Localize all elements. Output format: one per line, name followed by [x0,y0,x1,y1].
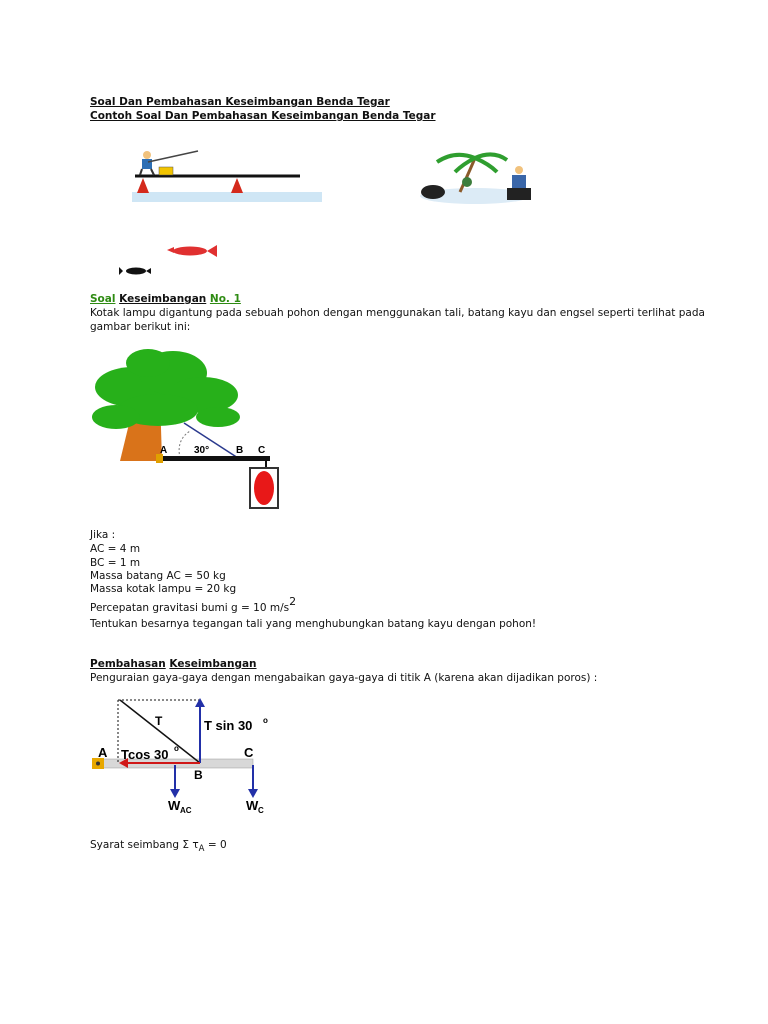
fd-label-c: C [244,745,254,760]
cond-subscript: A [198,844,205,854]
page-title: Soal Dan Pembahasan Keseimbangan Benda Tegar [90,96,390,108]
cond-text: Syarat seimbang Σ τ [90,839,199,851]
fd-label-wac-sub: AC [180,806,192,815]
heading-number: No. 1 [209,293,241,305]
gravity-exponent: 2 [289,595,297,608]
fd-label-wc-sub: C [258,806,264,815]
heading-soal: Soal [90,293,116,305]
given-label: Jika : [90,529,116,541]
fig-label-b: B [236,445,244,456]
given-gravity [90,595,297,615]
force-diagram [88,695,288,820]
heading-topic[interactable]: Keseimbangan [119,293,207,305]
gravity-text: Percepatan gravitasi bumi g = 10 m/s [90,602,290,614]
fd-label-t: T [155,714,163,728]
fd-label-tcos: Tcos 30 [121,747,169,762]
problem-heading [90,293,241,306]
fd-label-a: A [98,745,108,760]
given-mass-lamp: Massa kotak lampu = 20 kg [90,583,237,595]
fd-label-wac: W [168,798,181,813]
cond-tail: = 0 [204,839,227,851]
solution-heading [90,658,257,671]
black-fish-clipart [120,265,152,277]
fig-label-c: C [258,445,266,456]
fig-label-angle: 30° [194,445,210,456]
fd-label-tsin-deg: o [263,716,268,725]
given-bc: BC = 1 m [90,557,141,569]
fd-label-tsin: T sin 30 [204,718,253,733]
island-clipart [415,150,535,205]
problem-intro-line1: Kotak lampu digantung pada sebuah pohon dengan menggunakan tali, batang kayu dan engsel seperti terlihat pada [90,307,705,319]
problem-intro-line2: gambar berikut ini: [90,321,191,333]
red-fish-clipart [165,242,220,262]
tree-lamp-figure [88,345,288,515]
solution-line1: Penguraian gaya-gaya dengan mengabaikan gaya-gaya di titik A (karena akan dijadikan poros) : [90,672,598,684]
fd-label-tcos-deg: o [174,744,179,753]
fd-label-wc: W [246,798,259,813]
seesaw-clipart [120,145,330,210]
given-mass-rod: Massa batang AC = 50 kg [90,570,226,582]
fig-label-a: A [160,445,168,456]
page-subtitle: Contoh Soal Dan Pembahasan Keseimbangan Benda Tegar [90,110,436,122]
solution-heading-word2[interactable]: Keseimbangan [169,658,257,670]
given-ac: AC = 4 m [90,543,141,555]
equilibrium-condition [90,839,227,853]
fd-label-b: B [194,768,203,782]
solution-heading-word1: Pembahasan [90,658,166,670]
problem-question: Tentukan besarnya tegangan tali yang menghubungkan batang kayu dengan pohon! [90,618,537,630]
